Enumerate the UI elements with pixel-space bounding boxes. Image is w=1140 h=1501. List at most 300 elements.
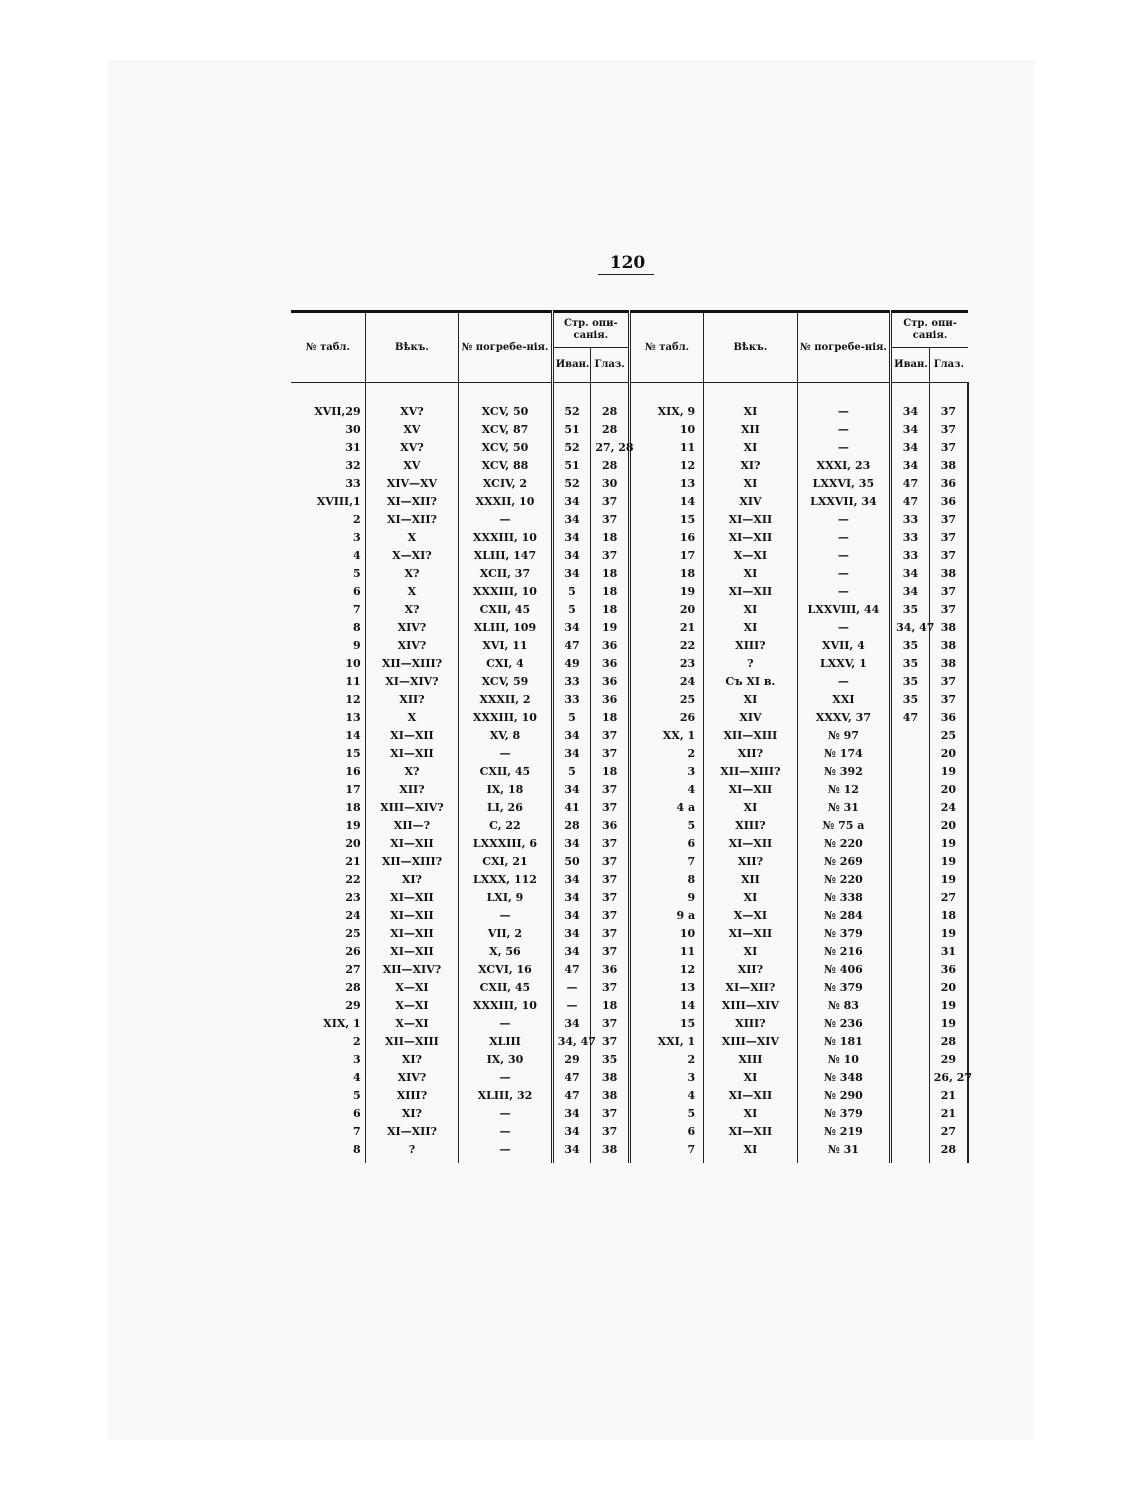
cell-right-age: XI xyxy=(704,475,798,493)
cell-left-age: XI—XII xyxy=(365,889,459,907)
cell-left-ivan: 33 xyxy=(552,691,591,709)
table-row xyxy=(291,601,968,619)
cell-left-age: XII—XIII? xyxy=(365,655,459,673)
table-row xyxy=(291,925,968,943)
cell-right-age: XI—XII xyxy=(704,1123,798,1141)
cell-right-age: ? xyxy=(704,655,798,673)
cell-left-age: X xyxy=(365,709,459,727)
cell-right-tab: 12 xyxy=(629,457,703,475)
cell-left-burial: IX, 18 xyxy=(459,781,553,799)
cell-left-burial: LXI, 9 xyxy=(459,889,553,907)
cell-left-age: XI? xyxy=(365,1051,459,1069)
table-row xyxy=(291,1141,968,1163)
cell-left-burial: XCV, 50 xyxy=(459,439,553,457)
cell-left-ivan: 5 xyxy=(552,709,591,727)
cell-right-burial: — xyxy=(797,583,891,601)
cell-left-glaz: 28 xyxy=(591,421,630,439)
table-row xyxy=(291,691,968,709)
cell-right-ivan xyxy=(891,817,930,835)
cell-left-burial: CXII, 45 xyxy=(459,763,553,781)
cell-right-burial: XXXV, 37 xyxy=(797,709,891,727)
table-row xyxy=(291,817,968,835)
cell-left-glaz: 36 xyxy=(591,673,630,691)
cell-right-tab: 26 xyxy=(629,709,703,727)
table-row xyxy=(291,583,968,601)
cell-left-burial: CXI, 21 xyxy=(459,853,553,871)
cell-right-ivan xyxy=(891,1141,930,1163)
cell-right-glaz: 20 xyxy=(929,781,968,799)
cell-right-ivan xyxy=(891,799,930,817)
cell-left-tab: 7 xyxy=(353,603,361,616)
table-row xyxy=(291,457,968,475)
cell-right-glaz: 28 xyxy=(929,1141,968,1163)
cell-left-tab: 16 xyxy=(345,765,361,778)
cell-left-burial: VII, 2 xyxy=(459,925,553,943)
cell-right-glaz: 20 xyxy=(929,979,968,997)
cell-right-ivan xyxy=(891,907,930,925)
cell-right-glaz: 38 xyxy=(929,619,968,637)
cell-right-glaz: 25 xyxy=(929,727,968,745)
cell-left-glaz: 37 xyxy=(591,493,630,511)
cell-left-tab: 20 xyxy=(345,837,361,850)
header-ivan-right: Иван. xyxy=(891,348,930,383)
cell-right-ivan: 34 xyxy=(891,439,930,457)
cell-right-glaz: 37 xyxy=(929,511,968,529)
cell-left-tab: 9 xyxy=(353,639,361,652)
cell-left-ivan: 34 xyxy=(552,925,591,943)
cell-right-burial: XXI xyxy=(797,691,891,709)
cell-left-glaz: 37 xyxy=(591,1015,630,1033)
cell-right-glaz: 19 xyxy=(929,853,968,871)
cell-left-age: X? xyxy=(365,565,459,583)
table-row xyxy=(291,439,968,457)
cell-left-ivan: — xyxy=(552,979,591,997)
cell-left-age: X? xyxy=(365,763,459,781)
cell-left-tab: 12 xyxy=(345,693,361,706)
cell-left-burial: XV, 8 xyxy=(459,727,553,745)
cell-left-burial: XVI, 11 xyxy=(459,637,553,655)
cell-left-glaz: 19 xyxy=(591,619,630,637)
cell-right-age: XI—XII? xyxy=(704,979,798,997)
cell-left-age: XIV? xyxy=(365,1069,459,1087)
cell-left-glaz: 37 xyxy=(591,799,630,817)
cell-left-tab: 8 xyxy=(353,621,361,634)
cell-left-age: XI—XII xyxy=(365,925,459,943)
cell-left-tab: 33 xyxy=(345,477,361,490)
cell-right-glaz: 19 xyxy=(929,763,968,781)
cell-right-burial: № 12 xyxy=(797,781,891,799)
cell-left-glaz: 36 xyxy=(591,637,630,655)
cell-left-ivan: 49 xyxy=(552,655,591,673)
cell-left-age: XI—XII xyxy=(365,835,459,853)
cell-right-burial: № 75 a xyxy=(797,817,891,835)
cell-left-burial: XCIV, 2 xyxy=(459,475,553,493)
cell-left-ivan: 47 xyxy=(552,1087,591,1105)
cell-right-glaz: 19 xyxy=(929,1015,968,1033)
cell-left-glaz: 37 xyxy=(591,745,630,763)
cell-left-burial: XXXIII, 10 xyxy=(459,709,553,727)
table-row xyxy=(291,997,968,1015)
cell-left-age: X—XI xyxy=(365,997,459,1015)
cell-left-glaz: 37 xyxy=(591,547,630,565)
cell-left-age: X xyxy=(365,583,459,601)
cell-right-tab: 11 xyxy=(629,439,703,457)
cell-left-age: XI—XII? xyxy=(365,1123,459,1141)
cell-right-age: XI xyxy=(704,601,798,619)
cell-left-tab: XVIII,1 xyxy=(316,495,361,508)
cell-left-burial: — xyxy=(459,1105,553,1123)
header-age-left: Вѣкъ. xyxy=(365,312,459,383)
cell-right-age: XI xyxy=(704,619,798,637)
cell-right-ivan xyxy=(891,745,930,763)
cell-right-tab: 18 xyxy=(629,565,703,583)
cell-right-glaz: 18 xyxy=(929,907,968,925)
cell-left-burial: XLIII, 109 xyxy=(459,619,553,637)
cell-left-tab: 11 xyxy=(345,675,361,688)
cell-right-tab: 14 xyxy=(629,493,703,511)
cell-right-age: XI xyxy=(704,1141,798,1163)
cell-right-ivan xyxy=(891,889,930,907)
cell-right-tab: 6 xyxy=(629,835,703,853)
cell-left-age: XI? xyxy=(365,1105,459,1123)
cell-right-tab: 14 xyxy=(629,997,703,1015)
cell-right-ivan xyxy=(891,961,930,979)
cell-left-tab: 28 xyxy=(345,981,361,994)
cell-right-burial: — xyxy=(797,403,891,421)
cell-right-tab: 5 xyxy=(629,1105,703,1123)
cell-left-tab: 29 xyxy=(345,999,361,1012)
cell-right-age: XIII? xyxy=(704,637,798,655)
header-glaz-left: Глаз. xyxy=(591,348,630,383)
cell-right-age: XII—XIII xyxy=(704,727,798,745)
cell-left-ivan: 34 xyxy=(552,511,591,529)
cell-right-glaz: 27 xyxy=(929,1123,968,1141)
cell-left-tab: 2 xyxy=(353,513,361,526)
cell-right-tab: XXI, 1 xyxy=(629,1033,703,1051)
cell-right-age: XII? xyxy=(704,745,798,763)
cell-left-age: XV xyxy=(365,457,459,475)
cell-right-age: XI xyxy=(704,889,798,907)
cell-left-age: X xyxy=(365,529,459,547)
cell-right-burial: — xyxy=(797,619,891,637)
cell-right-tab: 11 xyxy=(629,943,703,961)
cell-right-burial: — xyxy=(797,511,891,529)
cell-right-glaz: 37 xyxy=(929,691,968,709)
cell-right-burial: № 31 xyxy=(797,799,891,817)
cell-left-ivan: 52 xyxy=(552,403,591,421)
table-row xyxy=(291,475,968,493)
cell-right-glaz: 26, 27 xyxy=(929,1069,968,1087)
cell-right-age: XIII—XIV xyxy=(704,997,798,1015)
table-row xyxy=(291,421,968,439)
cell-right-burial: XVII, 4 xyxy=(797,637,891,655)
cell-right-tab: 4 xyxy=(629,1087,703,1105)
cell-right-glaz: 29 xyxy=(929,1051,968,1069)
table-row xyxy=(291,529,968,547)
cell-left-burial: XXXIII, 10 xyxy=(459,583,553,601)
cell-left-tab: 5 xyxy=(353,567,361,580)
cell-left-ivan: 52 xyxy=(552,439,591,457)
cell-left-glaz: 37 xyxy=(591,835,630,853)
cell-left-burial: X, 56 xyxy=(459,943,553,961)
cell-right-burial: № 31 xyxy=(797,1141,891,1163)
cell-right-glaz: 36 xyxy=(929,709,968,727)
table-row xyxy=(291,493,968,511)
cell-right-tab: 9 a xyxy=(629,907,703,925)
cell-left-burial: — xyxy=(459,511,553,529)
cell-left-burial: XCV, 88 xyxy=(459,457,553,475)
cell-left-burial: XCVI, 16 xyxy=(459,961,553,979)
cell-right-burial: № 406 xyxy=(797,961,891,979)
cell-right-glaz: 19 xyxy=(929,925,968,943)
cell-left-age: XI—XII xyxy=(365,943,459,961)
table-row xyxy=(291,1123,968,1141)
cell-left-burial: — xyxy=(459,1123,553,1141)
table-row xyxy=(291,745,968,763)
cell-left-ivan: 34 xyxy=(552,1123,591,1141)
cell-right-burial: № 181 xyxy=(797,1033,891,1051)
cell-left-glaz: 36 xyxy=(591,691,630,709)
cell-right-tab: 23 xyxy=(629,655,703,673)
cell-right-burial: — xyxy=(797,439,891,457)
cell-right-age: XI—XII xyxy=(704,529,798,547)
cell-right-tab: 17 xyxy=(629,547,703,565)
cell-left-age: XII? xyxy=(365,691,459,709)
cell-left-tab: 15 xyxy=(345,747,361,760)
cell-left-glaz: 28 xyxy=(591,457,630,475)
cell-right-ivan: 35 xyxy=(891,637,930,655)
table-row xyxy=(291,979,968,997)
cell-right-glaz: 37 xyxy=(929,529,968,547)
cell-left-ivan: 34 xyxy=(552,1015,591,1033)
cell-right-tab: 5 xyxy=(629,817,703,835)
cell-left-burial: LXXX, 112 xyxy=(459,871,553,889)
cell-left-age: XIII—XIV? xyxy=(365,799,459,817)
table-header xyxy=(291,312,968,383)
cell-left-ivan: 34 xyxy=(552,547,591,565)
cell-left-tab: 25 xyxy=(345,927,361,940)
cell-right-ivan xyxy=(891,1087,930,1105)
cell-left-ivan: 34 xyxy=(552,889,591,907)
cell-left-ivan: 34 xyxy=(552,727,591,745)
cell-right-glaz: 37 xyxy=(929,403,968,421)
cell-left-age: XII—XIV? xyxy=(365,961,459,979)
cell-right-ivan: 34 xyxy=(891,457,930,475)
table-row xyxy=(291,799,968,817)
cell-left-burial: — xyxy=(459,907,553,925)
cell-right-ivan xyxy=(891,1105,930,1123)
cell-left-ivan: 41 xyxy=(552,799,591,817)
cell-left-burial: — xyxy=(459,1015,553,1033)
cell-right-ivan xyxy=(891,1051,930,1069)
cell-left-ivan: 52 xyxy=(552,475,591,493)
cell-left-burial: XXXII, 2 xyxy=(459,691,553,709)
cell-right-age: XII xyxy=(704,421,798,439)
cell-right-burial: — xyxy=(797,529,891,547)
cell-left-glaz: 35 xyxy=(591,1051,630,1069)
cell-left-tab: 7 xyxy=(353,1125,361,1138)
cell-left-tab: 4 xyxy=(353,1071,361,1084)
cell-left-tab: 10 xyxy=(345,657,361,670)
cell-right-age: XI xyxy=(704,439,798,457)
cell-left-ivan: 34 xyxy=(552,871,591,889)
cell-right-age: XIII xyxy=(704,1051,798,1069)
cell-right-age: X—XI xyxy=(704,547,798,565)
cell-left-tab: 32 xyxy=(345,459,361,472)
cell-right-age: XIII? xyxy=(704,817,798,835)
cell-right-burial: № 269 xyxy=(797,853,891,871)
cell-right-burial: № 338 xyxy=(797,889,891,907)
cell-right-tab: XIX, 9 xyxy=(629,403,703,421)
cell-left-tab: 19 xyxy=(345,819,361,832)
cell-right-burial: XXXI, 23 xyxy=(797,457,891,475)
table-row xyxy=(291,835,968,853)
cell-left-burial: C, 22 xyxy=(459,817,553,835)
cell-left-burial: XLIII xyxy=(459,1033,553,1051)
cell-right-age: XI xyxy=(704,1069,798,1087)
burial-catalog-table xyxy=(291,310,973,1163)
cell-left-age: XI—XII? xyxy=(365,511,459,529)
header-ivan-left: Иван. xyxy=(552,348,591,383)
cell-right-glaz: 19 xyxy=(929,871,968,889)
cell-left-glaz: 37 xyxy=(591,907,630,925)
cell-right-age: XI xyxy=(704,1105,798,1123)
cell-left-burial: XXXII, 10 xyxy=(459,493,553,511)
cell-left-ivan: 34, 47 xyxy=(552,1033,591,1051)
cell-right-ivan xyxy=(891,1015,930,1033)
cell-left-ivan: 51 xyxy=(552,457,591,475)
cell-right-tab: 6 xyxy=(629,1123,703,1141)
cell-right-tab: 2 xyxy=(629,745,703,763)
cell-right-tab: 3 xyxy=(629,1069,703,1087)
cell-left-burial: XLIII, 147 xyxy=(459,547,553,565)
cell-right-burial: № 219 xyxy=(797,1123,891,1141)
cell-right-tab: 21 xyxy=(629,619,703,637)
cell-right-age: XII—XIII? xyxy=(704,763,798,781)
cell-left-burial: CXI, 4 xyxy=(459,655,553,673)
cell-right-burial: № 290 xyxy=(797,1087,891,1105)
cell-right-ivan: 34 xyxy=(891,565,930,583)
cell-left-ivan: 34 xyxy=(552,943,591,961)
table-row xyxy=(291,673,968,691)
cell-right-ivan xyxy=(891,1069,930,1087)
cell-right-glaz: 38 xyxy=(929,457,968,475)
cell-right-tab: 25 xyxy=(629,691,703,709)
cell-right-glaz: 27 xyxy=(929,889,968,907)
cell-left-age: X? xyxy=(365,601,459,619)
cell-left-glaz: 38 xyxy=(591,1087,630,1105)
cell-left-burial: CXII, 45 xyxy=(459,601,553,619)
cell-right-ivan: 35 xyxy=(891,691,930,709)
cell-right-burial: № 379 xyxy=(797,1105,891,1123)
cell-left-ivan: — xyxy=(552,997,591,1015)
cell-right-ivan: 34 xyxy=(891,583,930,601)
cell-right-burial: № 220 xyxy=(797,835,891,853)
cell-right-burial: № 216 xyxy=(797,943,891,961)
cell-left-ivan: 34 xyxy=(552,619,591,637)
cell-left-burial: XLIII, 32 xyxy=(459,1087,553,1105)
header-tab-left: № табл. xyxy=(291,312,365,383)
table-row xyxy=(291,1015,968,1033)
cell-left-ivan: 34 xyxy=(552,907,591,925)
cell-left-glaz: 36 xyxy=(591,655,630,673)
cell-right-age: XI—XII xyxy=(704,781,798,799)
cell-left-tab: 22 xyxy=(345,873,361,886)
cell-right-glaz: 21 xyxy=(929,1105,968,1123)
cell-left-glaz: 37 xyxy=(591,1033,630,1051)
cell-left-age: X—XI? xyxy=(365,547,459,565)
cell-left-tab: 17 xyxy=(345,783,361,796)
cell-right-ivan: 33 xyxy=(891,547,930,565)
cell-right-glaz: 37 xyxy=(929,421,968,439)
cell-right-tab: 16 xyxy=(629,529,703,547)
cell-left-ivan: 29 xyxy=(552,1051,591,1069)
cell-left-age: XII? xyxy=(365,781,459,799)
cell-left-glaz: 37 xyxy=(591,781,630,799)
cell-right-burial: № 97 xyxy=(797,727,891,745)
cell-left-age: XII—XIII xyxy=(365,1033,459,1051)
header-age-right: Вѣкъ. xyxy=(704,312,798,383)
cell-right-age: XIII—XIV xyxy=(704,1033,798,1051)
header-desc-left: Стр. опи-санія. xyxy=(552,312,629,348)
cell-left-tab: 13 xyxy=(345,711,361,724)
cell-right-tab: 9 xyxy=(629,889,703,907)
cell-left-ivan: 47 xyxy=(552,961,591,979)
cell-left-burial: XCV, 50 xyxy=(459,403,553,421)
cell-right-glaz: 36 xyxy=(929,493,968,511)
cell-right-tab: 19 xyxy=(629,583,703,601)
header-tab-right: № табл. xyxy=(629,312,703,383)
cell-right-burial: № 348 xyxy=(797,1069,891,1087)
cell-left-tab: 3 xyxy=(353,531,361,544)
cell-right-glaz: 37 xyxy=(929,547,968,565)
cell-right-tab: XX, 1 xyxy=(629,727,703,745)
cell-left-burial: XCV, 59 xyxy=(459,673,553,691)
cell-left-glaz: 37 xyxy=(591,871,630,889)
cell-left-tab: 26 xyxy=(345,945,361,958)
cell-left-age: X—XI xyxy=(365,1015,459,1033)
cell-left-ivan: 47 xyxy=(552,1069,591,1087)
cell-right-glaz: 21 xyxy=(929,1087,968,1105)
cell-right-age: XII xyxy=(704,871,798,889)
cell-left-age: XI—XII xyxy=(365,727,459,745)
cell-left-age: XIV? xyxy=(365,619,459,637)
cell-right-ivan: 34, 47 xyxy=(891,619,930,637)
cell-right-age: XI xyxy=(704,691,798,709)
header-glaz-right: Глаз. xyxy=(929,348,968,383)
cell-right-age: XII? xyxy=(704,853,798,871)
cell-left-age: XIV? xyxy=(365,637,459,655)
table-row xyxy=(291,763,968,781)
cell-left-ivan: 5 xyxy=(552,763,591,781)
cell-left-glaz: 37 xyxy=(591,889,630,907)
cell-right-burial: LXXVI, 35 xyxy=(797,475,891,493)
table-row xyxy=(291,565,968,583)
cell-right-tab: 13 xyxy=(629,475,703,493)
table-row xyxy=(291,871,968,889)
cell-left-tab: XIX, 1 xyxy=(323,1017,361,1030)
cell-left-age: XII—? xyxy=(365,817,459,835)
cell-left-glaz: 37 xyxy=(591,925,630,943)
cell-right-age: XI—XII xyxy=(704,583,798,601)
cell-right-ivan: 34 xyxy=(891,403,930,421)
cell-left-ivan: 5 xyxy=(552,583,591,601)
table-row xyxy=(291,637,968,655)
cell-left-glaz: 37 xyxy=(591,511,630,529)
cell-right-burial: № 220 xyxy=(797,871,891,889)
cell-right-burial: № 10 xyxy=(797,1051,891,1069)
cell-left-glaz: 37 xyxy=(591,979,630,997)
